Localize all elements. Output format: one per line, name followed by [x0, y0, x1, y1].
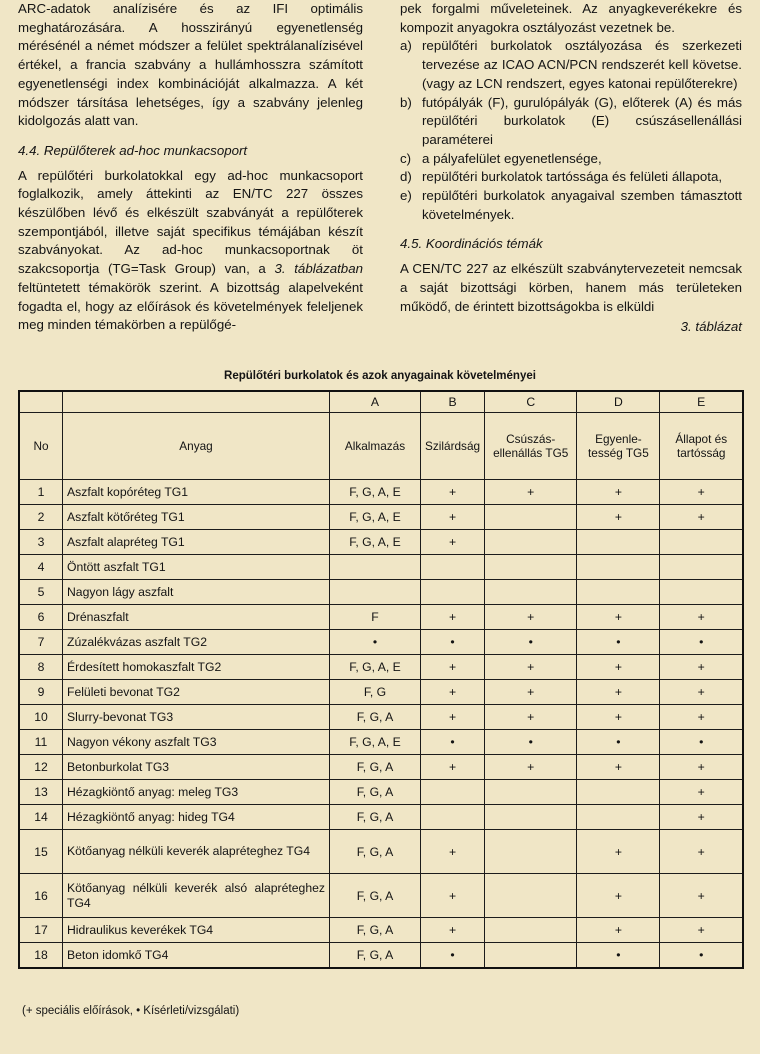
cell-e: + [660, 874, 743, 918]
cell-b [421, 580, 485, 605]
row-number: 13 [19, 780, 63, 805]
cell-e: + [660, 655, 743, 680]
cell-b: + [421, 755, 485, 780]
row-number: 17 [19, 918, 63, 943]
cell-c: + [485, 705, 577, 730]
cell-e: + [660, 705, 743, 730]
material-name [63, 918, 330, 943]
material-name [63, 530, 330, 555]
list-item [400, 150, 742, 169]
cell-d [577, 580, 660, 605]
cell-c: + [485, 680, 577, 705]
cell-e: • [660, 630, 743, 655]
cell-d [577, 555, 660, 580]
cell-c [485, 555, 577, 580]
cell-d: + [577, 918, 660, 943]
table-row [19, 705, 743, 730]
cell-c: • [485, 730, 577, 755]
cell-a: • [330, 630, 421, 655]
section-heading-4-5: 4.5. Koordinációs témák [400, 236, 543, 252]
material-name [63, 830, 330, 874]
table-row [19, 480, 743, 505]
cell-b: + [421, 830, 485, 874]
material-name-text: Zúzalékvázas aszfalt TG2 [67, 634, 207, 649]
cell-d: + [577, 655, 660, 680]
cell-b: + [421, 605, 485, 630]
list-marker: a) [400, 38, 412, 54]
list-marker: d) [400, 169, 412, 185]
cell-a: F [330, 605, 421, 630]
cell-a: F, G, A, E [330, 730, 421, 755]
material-name-text: Hézagkiöntő anyag: hideg TG4 [67, 809, 235, 824]
material-name-text: Aszfalt alapréteg TG1 [67, 534, 185, 549]
cell-a: F, G, A [330, 805, 421, 830]
material-name-text: Aszfalt kötőréteg TG1 [67, 509, 185, 524]
table-row [19, 730, 743, 755]
cell-c [485, 874, 577, 918]
letter-cell: E [660, 391, 743, 413]
table-number: 3. táblázat [680, 319, 742, 335]
table-row [19, 630, 743, 655]
list-text: futópályák (F), gurulópályák (G), előterek (A) és más repülőtéri burkolatok (E) csúszásellenállási paraméterei [422, 94, 742, 147]
cell-d: + [577, 830, 660, 874]
row-number: 15 [19, 830, 63, 874]
list-text: repülőtéri burkolatok tartóssága és felületi állapota, [422, 169, 723, 185]
list-marker: e) [400, 188, 412, 204]
cell-d: • [577, 730, 660, 755]
material-name [63, 705, 330, 730]
row-number: 11 [19, 730, 63, 755]
header-row [19, 413, 743, 480]
cell-c [485, 505, 577, 530]
table-row [19, 680, 743, 705]
header-cell: Csúszás-ellenállás TG5 [485, 413, 577, 480]
right-column [400, 0, 742, 337]
cell-a: F, G [330, 680, 421, 705]
section-paragraph-4-4 [18, 167, 363, 335]
cell-e: • [660, 943, 743, 969]
material-name-text: Kötőanyag nélküli keverék alapréteghez TG4 [67, 844, 310, 858]
cell-e [660, 580, 743, 605]
row-number: 4 [19, 555, 63, 580]
section-paragraph-4-5: A CEN/TC 227 az elkészült szabványtervezeteit nemcsak a saját bizottsági körben, hanem más területeken működő, de érintett bizottságokba is elküldi [400, 261, 742, 314]
cell-b: • [421, 730, 485, 755]
material-name-text: Nagyon vékony aszfalt TG3 [67, 734, 217, 749]
cell-e [660, 555, 743, 580]
cell-a [330, 580, 421, 605]
cell-d: + [577, 755, 660, 780]
cell-d [577, 530, 660, 555]
list-text: repülőtéri burkolatok osztályozása és szerkezeti tervezése az ICAO ACN/PCN rendszerét kell követse. (vagy az LCN rendszert, egyes katonai repülőterekre) [422, 38, 742, 91]
cell-b: + [421, 918, 485, 943]
requirement-list [400, 37, 742, 224]
cell-e [660, 530, 743, 555]
list-text: a pályafelület egyenetlensége, [422, 150, 602, 166]
material-name-text: Beton idomkő TG4 [67, 947, 169, 962]
row-number: 14 [19, 805, 63, 830]
row-number: 3 [19, 530, 63, 555]
cell-d: • [577, 943, 660, 969]
cell-c: + [485, 480, 577, 505]
material-name [63, 605, 330, 630]
cell-c [485, 943, 577, 969]
cell-b: + [421, 680, 485, 705]
cell-d [577, 805, 660, 830]
header-cell: Egyenle-tesség TG5 [577, 413, 660, 480]
requirements-table [18, 390, 744, 969]
cell-b: + [421, 530, 485, 555]
cell-a: F, G, A, E [330, 655, 421, 680]
material-name [63, 505, 330, 530]
cell-d: + [577, 605, 660, 630]
list-item [400, 168, 742, 187]
cell-c: + [485, 605, 577, 630]
paragraph-text: A repülőtéri burkolatokkal egy ad-hoc munkacsoport foglalkozik, amely áttekinti az EN/TC 227 összes készülőben lévő és elkészült szabványát a repülőterek szempontjából, illetve saját specifikus témájában készít szabványokat. Az ad-hoc munkacsoportnak öt szakcsoportja (TG=Task Group) van, a [18, 167, 363, 277]
table-row [19, 780, 743, 805]
cell-a: F, G, A, E [330, 480, 421, 505]
cell-c: + [485, 755, 577, 780]
material-name-text: Felületi bevonat TG2 [67, 684, 180, 699]
cell-e: • [660, 730, 743, 755]
material-name [63, 555, 330, 580]
cell-b: + [421, 705, 485, 730]
table-caption: Repülőtéri burkolatok és azok anyagainak követelményei [224, 370, 536, 382]
cell-d: + [577, 680, 660, 705]
cell-c [485, 830, 577, 874]
material-name [63, 480, 330, 505]
table-row [19, 580, 743, 605]
table-row [19, 530, 743, 555]
table-footnote: (+ speciális előírások, • Kísérleti/vizsgálati) [22, 1005, 240, 1017]
table-row [19, 605, 743, 630]
row-number: 1 [19, 480, 63, 505]
cell-a: F, G, A, E [330, 530, 421, 555]
material-name [63, 943, 330, 969]
cell-c [485, 918, 577, 943]
cell-b [421, 555, 485, 580]
cell-a: F, G, A, E [330, 505, 421, 530]
cell-d [577, 780, 660, 805]
row-number: 9 [19, 680, 63, 705]
row-number: 6 [19, 605, 63, 630]
cell-b: + [421, 480, 485, 505]
material-name-text: Betonburkolat TG3 [67, 759, 170, 774]
list-marker: b) [400, 94, 412, 110]
cell-d: + [577, 874, 660, 918]
cell-c [485, 580, 577, 605]
material-name-text: Hidraulikus keverékek TG4 [67, 922, 214, 937]
material-name [63, 874, 330, 918]
cell-d: + [577, 505, 660, 530]
material-name-text: Drénaszfalt [67, 609, 129, 624]
table-row [19, 655, 743, 680]
cell-c [485, 780, 577, 805]
cell-b: • [421, 630, 485, 655]
material-name [63, 805, 330, 830]
cell-b [421, 780, 485, 805]
material-name [63, 655, 330, 680]
table-row [19, 830, 743, 874]
header-no: No [19, 413, 63, 480]
material-name-text: Hézagkiöntő anyag: meleg TG3 [67, 784, 239, 799]
cell-a: F, G, A [330, 943, 421, 969]
row-number: 10 [19, 705, 63, 730]
row-number: 5 [19, 580, 63, 605]
row-number: 18 [19, 943, 63, 969]
table-row [19, 874, 743, 918]
header-cell: Alkalmazás [330, 413, 421, 480]
cell-b: + [421, 655, 485, 680]
table-row [19, 805, 743, 830]
cell-b: • [421, 943, 485, 969]
list-item [400, 94, 742, 150]
list-marker: c) [400, 150, 412, 166]
letter-cell-blank [63, 391, 330, 413]
continuation-paragraph: pek forgalmi műveleteinek. Az anyagkeverékekre és kompozit anyagokra osztályozást vezetnek be. [400, 1, 742, 35]
material-name-text: Kötőanyag nélküli keverék alsó alapréteghez TG4 [67, 880, 325, 910]
material-name-text: Öntött aszfalt TG1 [67, 559, 166, 574]
table-row [19, 943, 743, 969]
cell-e: + [660, 680, 743, 705]
letter-cell-blank [19, 391, 63, 413]
section-heading-4-4: 4.4. Repülőterek ad-hoc munkacsoport [18, 142, 248, 158]
table-row [19, 505, 743, 530]
cell-e: + [660, 805, 743, 830]
cell-d: • [577, 630, 660, 655]
letter-cell: C [485, 391, 577, 413]
material-name [63, 680, 330, 705]
material-name [63, 730, 330, 755]
cell-e: + [660, 755, 743, 780]
material-name [63, 755, 330, 780]
cell-a: F, G, A [330, 874, 421, 918]
table-row [19, 755, 743, 780]
cell-a: F, G, A [330, 780, 421, 805]
left-column [18, 0, 363, 335]
material-name-text: Slurry-bevonat TG3 [67, 709, 174, 724]
cell-e: + [660, 830, 743, 874]
material-name-text: Nagyon lágy aszfalt [67, 584, 174, 599]
cell-e: + [660, 480, 743, 505]
material-name [63, 780, 330, 805]
letter-cell: B [421, 391, 485, 413]
table-body [19, 391, 743, 968]
cell-b: + [421, 874, 485, 918]
cell-a: F, G, A [330, 830, 421, 874]
cell-b [421, 805, 485, 830]
row-number: 2 [19, 505, 63, 530]
cell-c [485, 530, 577, 555]
cell-d: + [577, 705, 660, 730]
table-row [19, 555, 743, 580]
cell-b: + [421, 505, 485, 530]
intro-paragraph: ARC-adatok analízisére és az IFI optimális meghatározására. A hosszirányú egyenetlenség mérésénél a német módszer a felület spektrálanalízisével értékel, a francia szabvány a hullámhosszra számított egyenetlenségi index kombinációját alkalmazza. A két módszer társítása lehetséges, így a szabvány jelenleg kidolgozás alatt van. [18, 1, 363, 129]
row-number: 12 [19, 755, 63, 780]
row-number: 16 [19, 874, 63, 918]
row-number: 7 [19, 630, 63, 655]
letter-cell: A [330, 391, 421, 413]
cell-a [330, 555, 421, 580]
letter-row [19, 391, 743, 413]
material-name-text: Aszfalt kopóréteg TG1 [67, 484, 189, 499]
header-cell: Szilárdság [421, 413, 485, 480]
cell-e: + [660, 505, 743, 530]
list-item [400, 187, 742, 224]
cell-e: + [660, 605, 743, 630]
list-item [400, 37, 742, 93]
table-reference: 3. táblázatban [274, 261, 363, 277]
cell-c [485, 805, 577, 830]
cell-a: F, G, A [330, 705, 421, 730]
cell-a: F, G, A [330, 918, 421, 943]
list-text: repülőtéri burkolatok anyagaival szemben támasztott követelmények. [422, 188, 742, 222]
paragraph-text-end: feltüntetett témakörök szerint. A bizottság alapelveként fogadta el, hogy az előírások és követelmények feleljenek meg minden témakörben a repülőgé- [18, 279, 363, 333]
cell-c: • [485, 630, 577, 655]
row-number: 8 [19, 655, 63, 680]
cell-c: + [485, 655, 577, 680]
header-material: Anyag [63, 413, 330, 480]
cell-e: + [660, 918, 743, 943]
cell-a: F, G, A [330, 755, 421, 780]
material-name [63, 580, 330, 605]
header-cell: Állapot és tartósság [660, 413, 743, 480]
cell-e: + [660, 780, 743, 805]
cell-d: + [577, 480, 660, 505]
letter-cell: D [577, 391, 660, 413]
table-row [19, 918, 743, 943]
material-name [63, 630, 330, 655]
material-name-text: Érdesített homokaszfalt TG2 [67, 659, 222, 674]
